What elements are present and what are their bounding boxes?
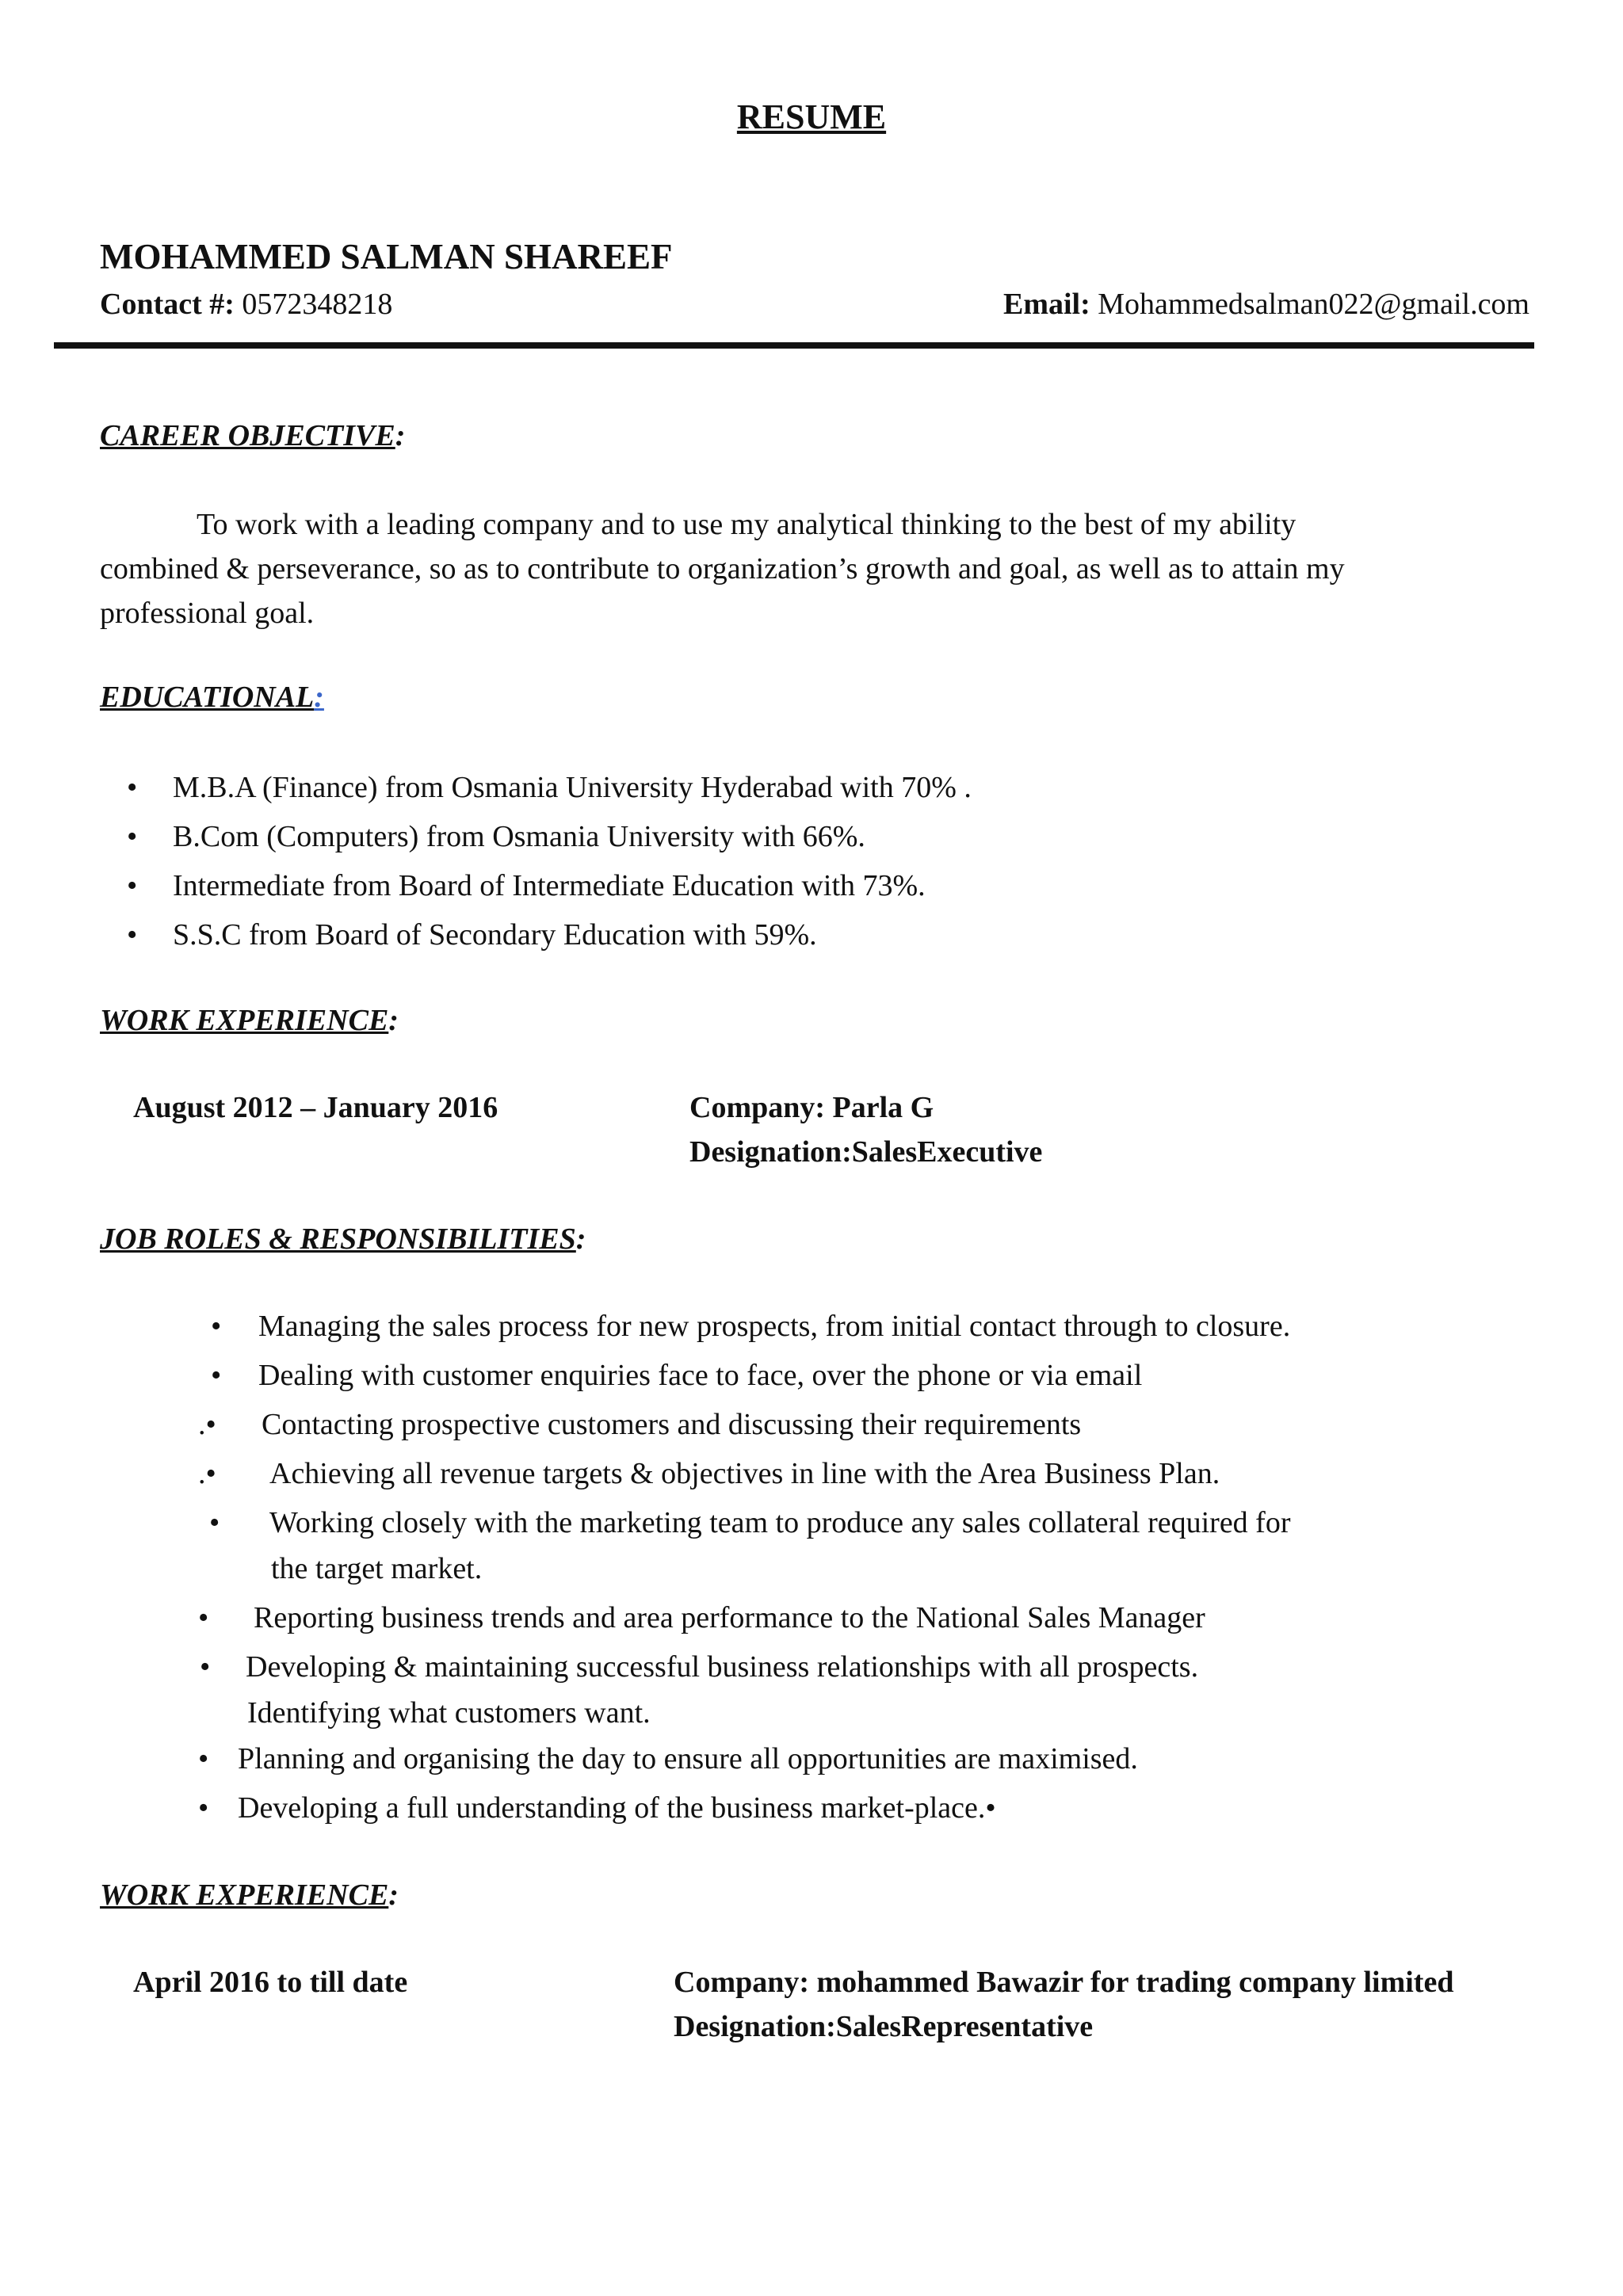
education-item: M.B.A (Finance) from Osmania University Hyderabad with 70% . — [173, 771, 972, 804]
role-item: Planning and organising the day to ensure all opportunities are maximised. — [238, 1742, 1138, 1775]
email-line — [1003, 287, 1529, 322]
education-item: S.S.C from Board of Secondary Education with 59%. — [173, 918, 817, 952]
role-bullet: • — [198, 1601, 209, 1634]
work-experience-heading: WORK EXPERIENCE: — [100, 1004, 399, 1037]
work-experience-heading: WORK EXPERIENCE: — [100, 1878, 399, 1912]
candidate-name: MOHAMMED SALMAN SHAREEF — [100, 237, 673, 277]
role-bullet: • — [209, 1506, 220, 1539]
role-bullet: .• — [198, 1457, 216, 1490]
work2-period: April 2016 to till date — [133, 1966, 408, 1999]
career-objective-heading: CAREER OBJECTIVE: — [100, 419, 406, 452]
objective-line-3: professional goal. — [100, 597, 315, 630]
role-item: Managing the sales process for new prospects, from initial contact through to closure. — [258, 1310, 1291, 1343]
education-item: B.Com (Computers) from Osmania University with 66%. — [173, 820, 865, 853]
role-item: Dealing with customer enquiries face to face, over the phone or via email — [258, 1359, 1143, 1392]
contact-label: Contact #: — [100, 288, 235, 321]
objective-line-1: To work with a leading company and to use my analytical thinking to the best of my ability — [197, 508, 1296, 541]
work1-designation: Designation:SalesExecutive — [689, 1135, 1043, 1169]
work1-period: August 2012 – January 2016 — [133, 1091, 498, 1124]
role-item: Working closely with the marketing team to produce any sales collateral required for — [269, 1506, 1291, 1539]
header-divider — [54, 342, 1534, 349]
contact-line — [100, 287, 392, 322]
role-bullet: • — [198, 1791, 209, 1825]
email-value: Mohammedsalman022@gmail.com — [1098, 288, 1529, 321]
education-bullet: • — [127, 918, 138, 952]
work1-company: Company: Parla G — [689, 1091, 934, 1124]
contact-value: 0572348218 — [242, 288, 393, 321]
role-item-continuation: the target market. — [271, 1552, 483, 1585]
education-item: Intermediate from Board of Intermediate Education with 73%. — [173, 869, 926, 902]
role-item: Contacting prospective customers and discussing their requirements — [262, 1408, 1082, 1441]
role-bullet: • — [211, 1359, 222, 1392]
email-label: Email: — [1002, 288, 1090, 321]
educational-heading: EDUCATIONAL: — [100, 681, 324, 714]
role-bullet: • — [211, 1310, 222, 1343]
education-bullet: • — [127, 869, 138, 902]
work2-company: Company: mohammed Bawazir for trading company limited — [674, 1966, 1454, 1999]
resume-title: RESUME — [736, 97, 887, 136]
education-bullet: • — [127, 771, 138, 804]
role-item: Developing a full understanding of the business market-place.• — [238, 1791, 996, 1825]
work2-designation: Designation:SalesRepresentative — [674, 2010, 1094, 2043]
job-roles-heading: JOB ROLES & RESPONSIBILITIES: — [100, 1222, 586, 1256]
role-bullet: .• — [198, 1408, 216, 1441]
role-bullet: • — [200, 1650, 211, 1684]
education-bullet: • — [127, 820, 138, 853]
role-item: Achieving all revenue targets & objectives in line with the Area Business Plan. — [269, 1457, 1220, 1490]
objective-line-2: combined & perseverance, so as to contribute to organization’s growth and goal, as well as to attain my — [100, 552, 1345, 585]
role-bullet: • — [198, 1742, 209, 1775]
role-item: Developing & maintaining successful business relationships with all prospects. — [246, 1650, 1199, 1684]
role-item-continuation: Identifying what customers want. — [247, 1696, 651, 1730]
role-item: Reporting business trends and area performance to the National Sales Manager — [254, 1601, 1205, 1634]
